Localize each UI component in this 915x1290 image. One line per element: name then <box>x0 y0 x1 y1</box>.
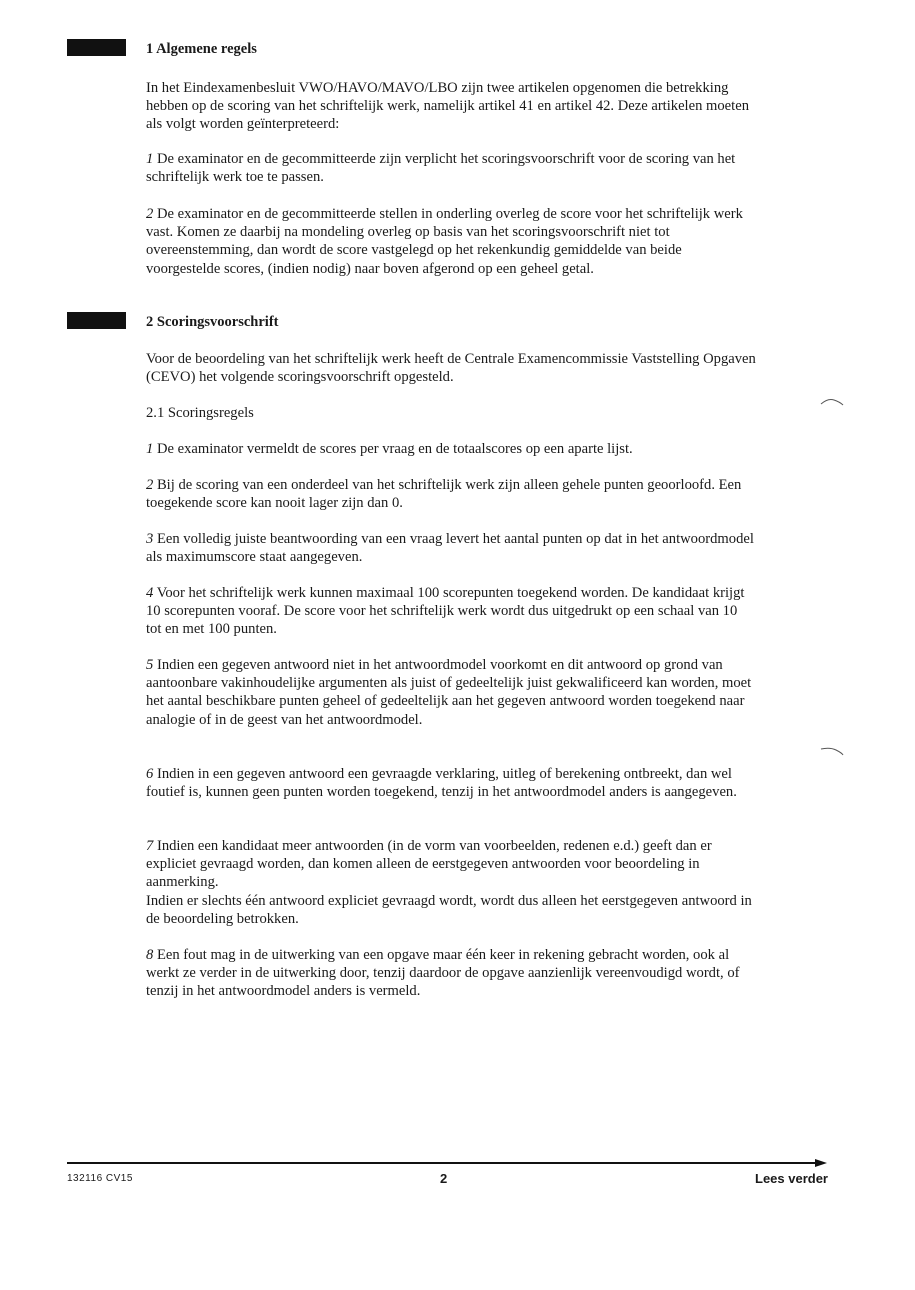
rule-text: Voor het schriftelijk werk kunnen maximaal 100 scorepunten toegekend worden. De kandidaat krijgt 10 scorepunten vooraf. De score voor het schriftelijk werk wordt dus uitgedrukt op een schaal van 10 tot en met 100 punten. <box>146 585 745 638</box>
section-1-intro: In het Eindexamenbesluit VWO/HAVO/MAVO/LBO zijn twee artikelen opgenomen die betrekking hebben op de scoring van het schriftelijk werk, namelijk artikel 41 en artikel 42. Deze artikelen moeten als volgt worden geïnterpreteerd: <box>146 80 749 133</box>
rule-number: 1 <box>146 151 154 167</box>
rule-number: 7 <box>146 838 154 854</box>
section-marker-1 <box>67 39 126 56</box>
rule-text-continued: Indien er slechts één antwoord expliciet gevraagd wordt, wordt dus alleen het eerstgegeven antwoord in de beoordeling betrokken. <box>146 892 752 927</box>
arrow-right-icon <box>815 1157 827 1169</box>
rule-text: De examinator vermeldt de scores per vraag en de totaalscores op een aparte lijst. <box>156 441 633 457</box>
margin-mark <box>820 746 844 756</box>
rule-number: 5 <box>146 657 154 673</box>
section-heading-2: 2 Scoringsvoorschrift <box>146 314 279 330</box>
section-heading-1: 1 Algemene regels <box>146 41 257 57</box>
continue-label: Lees verder <box>755 1171 828 1186</box>
section-marker-2 <box>67 312 126 329</box>
rule-number: 6 <box>146 766 154 782</box>
rule-text: Een volledig juiste beantwoording van een vraag levert het aantal punten op dat in het antwoordmodel als maximumscore staat aangegeven. <box>146 531 754 566</box>
subsection-heading: 2.1 Scoringsregels <box>146 405 254 421</box>
footer-rule <box>67 1162 819 1164</box>
page-number: 2 <box>440 1171 448 1186</box>
rule-item <box>146 584 756 639</box>
rule-item <box>146 530 756 566</box>
rule-item <box>146 946 756 1001</box>
document-code: 132116 CV15 <box>67 1173 133 1184</box>
section-2-intro: Voor de beoordeling van het schriftelijk werk heeft de Centrale Examencommissie Vaststelling Opgaven (CEVO) het volgende scoringsvoorschrift opgesteld. <box>146 351 756 386</box>
rule-item <box>146 205 756 278</box>
rule-text: Indien een gegeven antwoord niet in het antwoordmodel voorkomt en dit antwoord op grond van aantoonbare vakinhoudelijke argumenten als juist of gedeeltelijk juist gekwalificeerd kan worden, moet het aantal beschikbare punten geheel of gedeeltelijk aan het gegeven antwoord worden toegekend naar analogie of in de geest van het antwoordmodel. <box>146 657 752 728</box>
margin-mark <box>820 397 844 407</box>
rule-number: 2 <box>146 206 154 222</box>
rule-number: 8 <box>146 947 154 963</box>
rule-item <box>146 440 756 458</box>
rule-item <box>146 150 756 186</box>
rule-text: Een fout mag in de uitwerking van een opgave maar één keer in rekening gebracht worden, ook al werkt ze verder in de uitwerking door, tenzij daardoor de opgave aanzienlijk vereenvoudigd wordt, of tenzij in het antwoordmodel anders is vermeld. <box>146 947 740 1000</box>
rule-text: De examinator en de gecommitteerde zijn verplicht het scoringsvoorschrift voor de scoring van het schriftelijk werk toe te passen. <box>146 151 736 186</box>
rule-item <box>146 476 756 512</box>
rule-number: 2 <box>146 477 154 493</box>
rule-text: Indien een kandidaat meer antwoorden (in de vorm van voorbeelden, redenen e.d.) geeft dan er expliciet gevraagd worden, dan komen alleen de eerstgegeven antwoorden voor beoordeling in aanmerking. <box>146 838 712 891</box>
rule-item <box>146 837 756 928</box>
rule-text: Bij de scoring van een onderdeel van het schriftelijk werk zijn alleen gehele punten geoorloofd. Een toegekende score kan nooit lager zijn dan 0. <box>146 477 742 512</box>
rule-number: 3 <box>146 531 154 547</box>
rule-item <box>146 765 756 801</box>
rule-text: De examinator en de gecommitteerde stellen in onderling overleg de score voor het schriftelijk werk vast. Komen ze daarbij na mondeling overleg op basis van het scoringsvoorschrift niet tot overeenstemming, dan wordt de score vastgelegd op het rekenkundig gemiddelde van beide voorgestelde scores, (indien nodig) naar boven afgerond op een geheel getal. <box>146 206 743 277</box>
rule-item <box>146 656 756 729</box>
rule-number: 4 <box>146 585 154 601</box>
rule-number: 1 <box>146 441 154 457</box>
rule-text: Indien in een gegeven antwoord een gevraagde verklaring, uitleg of berekening ontbreekt, dan wel foutief is, kunnen geen punten worden toegekend, tenzij in het antwoordmodel anders is aangegeven. <box>146 766 737 801</box>
